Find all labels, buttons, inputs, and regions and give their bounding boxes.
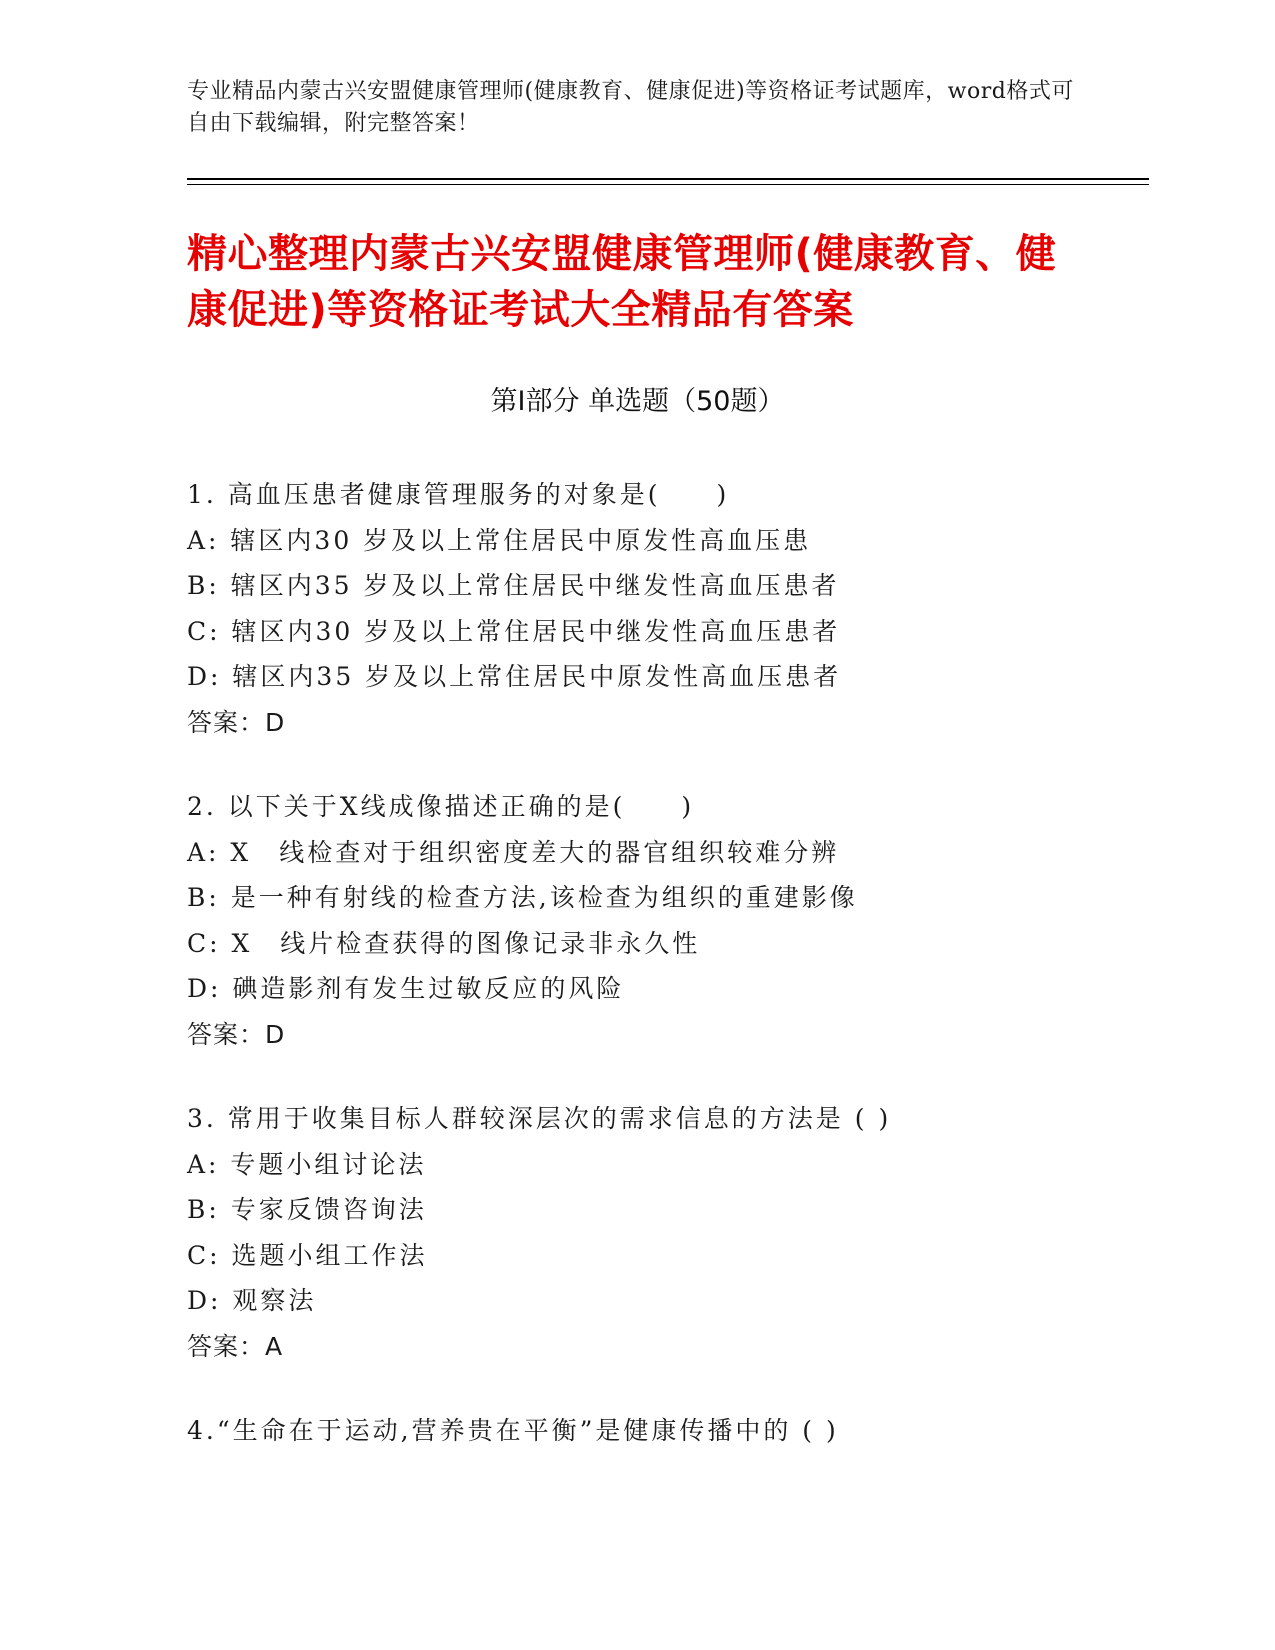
section-title: 第Ⅰ部分 单选题（50题） <box>490 386 785 417</box>
answer: 答案：D <box>187 707 286 737</box>
option-a: A: X 线检查对于组织密度差大的器官组织较难分辨 <box>187 837 840 867</box>
question-4 <box>187 1408 1137 1454</box>
question-stem: 3. 常用于收集目标人群较深层次的需求信息的方法是 ( ) <box>187 1104 892 1133</box>
option-b: B: 是一种有射线的检查方法,该检查为组织的重建影像 <box>187 883 858 912</box>
option-d: D: 辖区内35 岁及以上常住居民中原发性高血压患者 <box>187 662 842 691</box>
option-b: B: 辖区内35 岁及以上常住居民中继发性高血压患者 <box>187 571 840 600</box>
answer: 答案：D <box>187 1019 286 1049</box>
option-c: C: 选题小组工作法 <box>187 1240 428 1270</box>
question-stem: 4.“生命在于运动,营养贵在平衡”是健康传播中的 ( ) <box>187 1416 839 1445</box>
option-d: D: 观察法 <box>187 1286 317 1315</box>
option-a: A: 辖区内30 岁及以上常住居民中原发性高血压患 <box>187 525 812 555</box>
question-stem: 1. 高血压患者健康管理服务的对象是( ) <box>187 480 730 509</box>
header-divider-thick <box>187 178 1149 180</box>
question-2 <box>187 784 1137 1057</box>
option-a: A: 专题小组讨论法 <box>187 1149 427 1179</box>
header-divider-thin <box>187 184 1149 185</box>
option-b: B: 专家反馈咨询法 <box>187 1195 427 1224</box>
header-note: 专业精品内蒙古兴安盟健康管理师(健康教育、健康促进)等资格证考试题库，word格式可自由下载编辑，附完整答案！ <box>187 79 1074 136</box>
question-stem: 2. 以下关于X线成像描述正确的是( ) <box>187 792 695 821</box>
option-c: C: 辖区内30 岁及以上常住居民中继发性高血压患者 <box>187 616 841 646</box>
document-title: 精心整理内蒙古兴安盟健康管理师(健康教育、健康促进)等资格证考试大全精品有答案 <box>187 231 1057 333</box>
answer: 答案：A <box>187 1331 284 1361</box>
question-3 <box>187 1096 1137 1369</box>
question-1 <box>187 472 1137 745</box>
option-d: D: 碘造影剂有发生过敏反应的风险 <box>187 974 625 1003</box>
question-list <box>187 472 1137 1493</box>
option-c: C: X 线片检查获得的图像记录非永久性 <box>187 928 701 958</box>
